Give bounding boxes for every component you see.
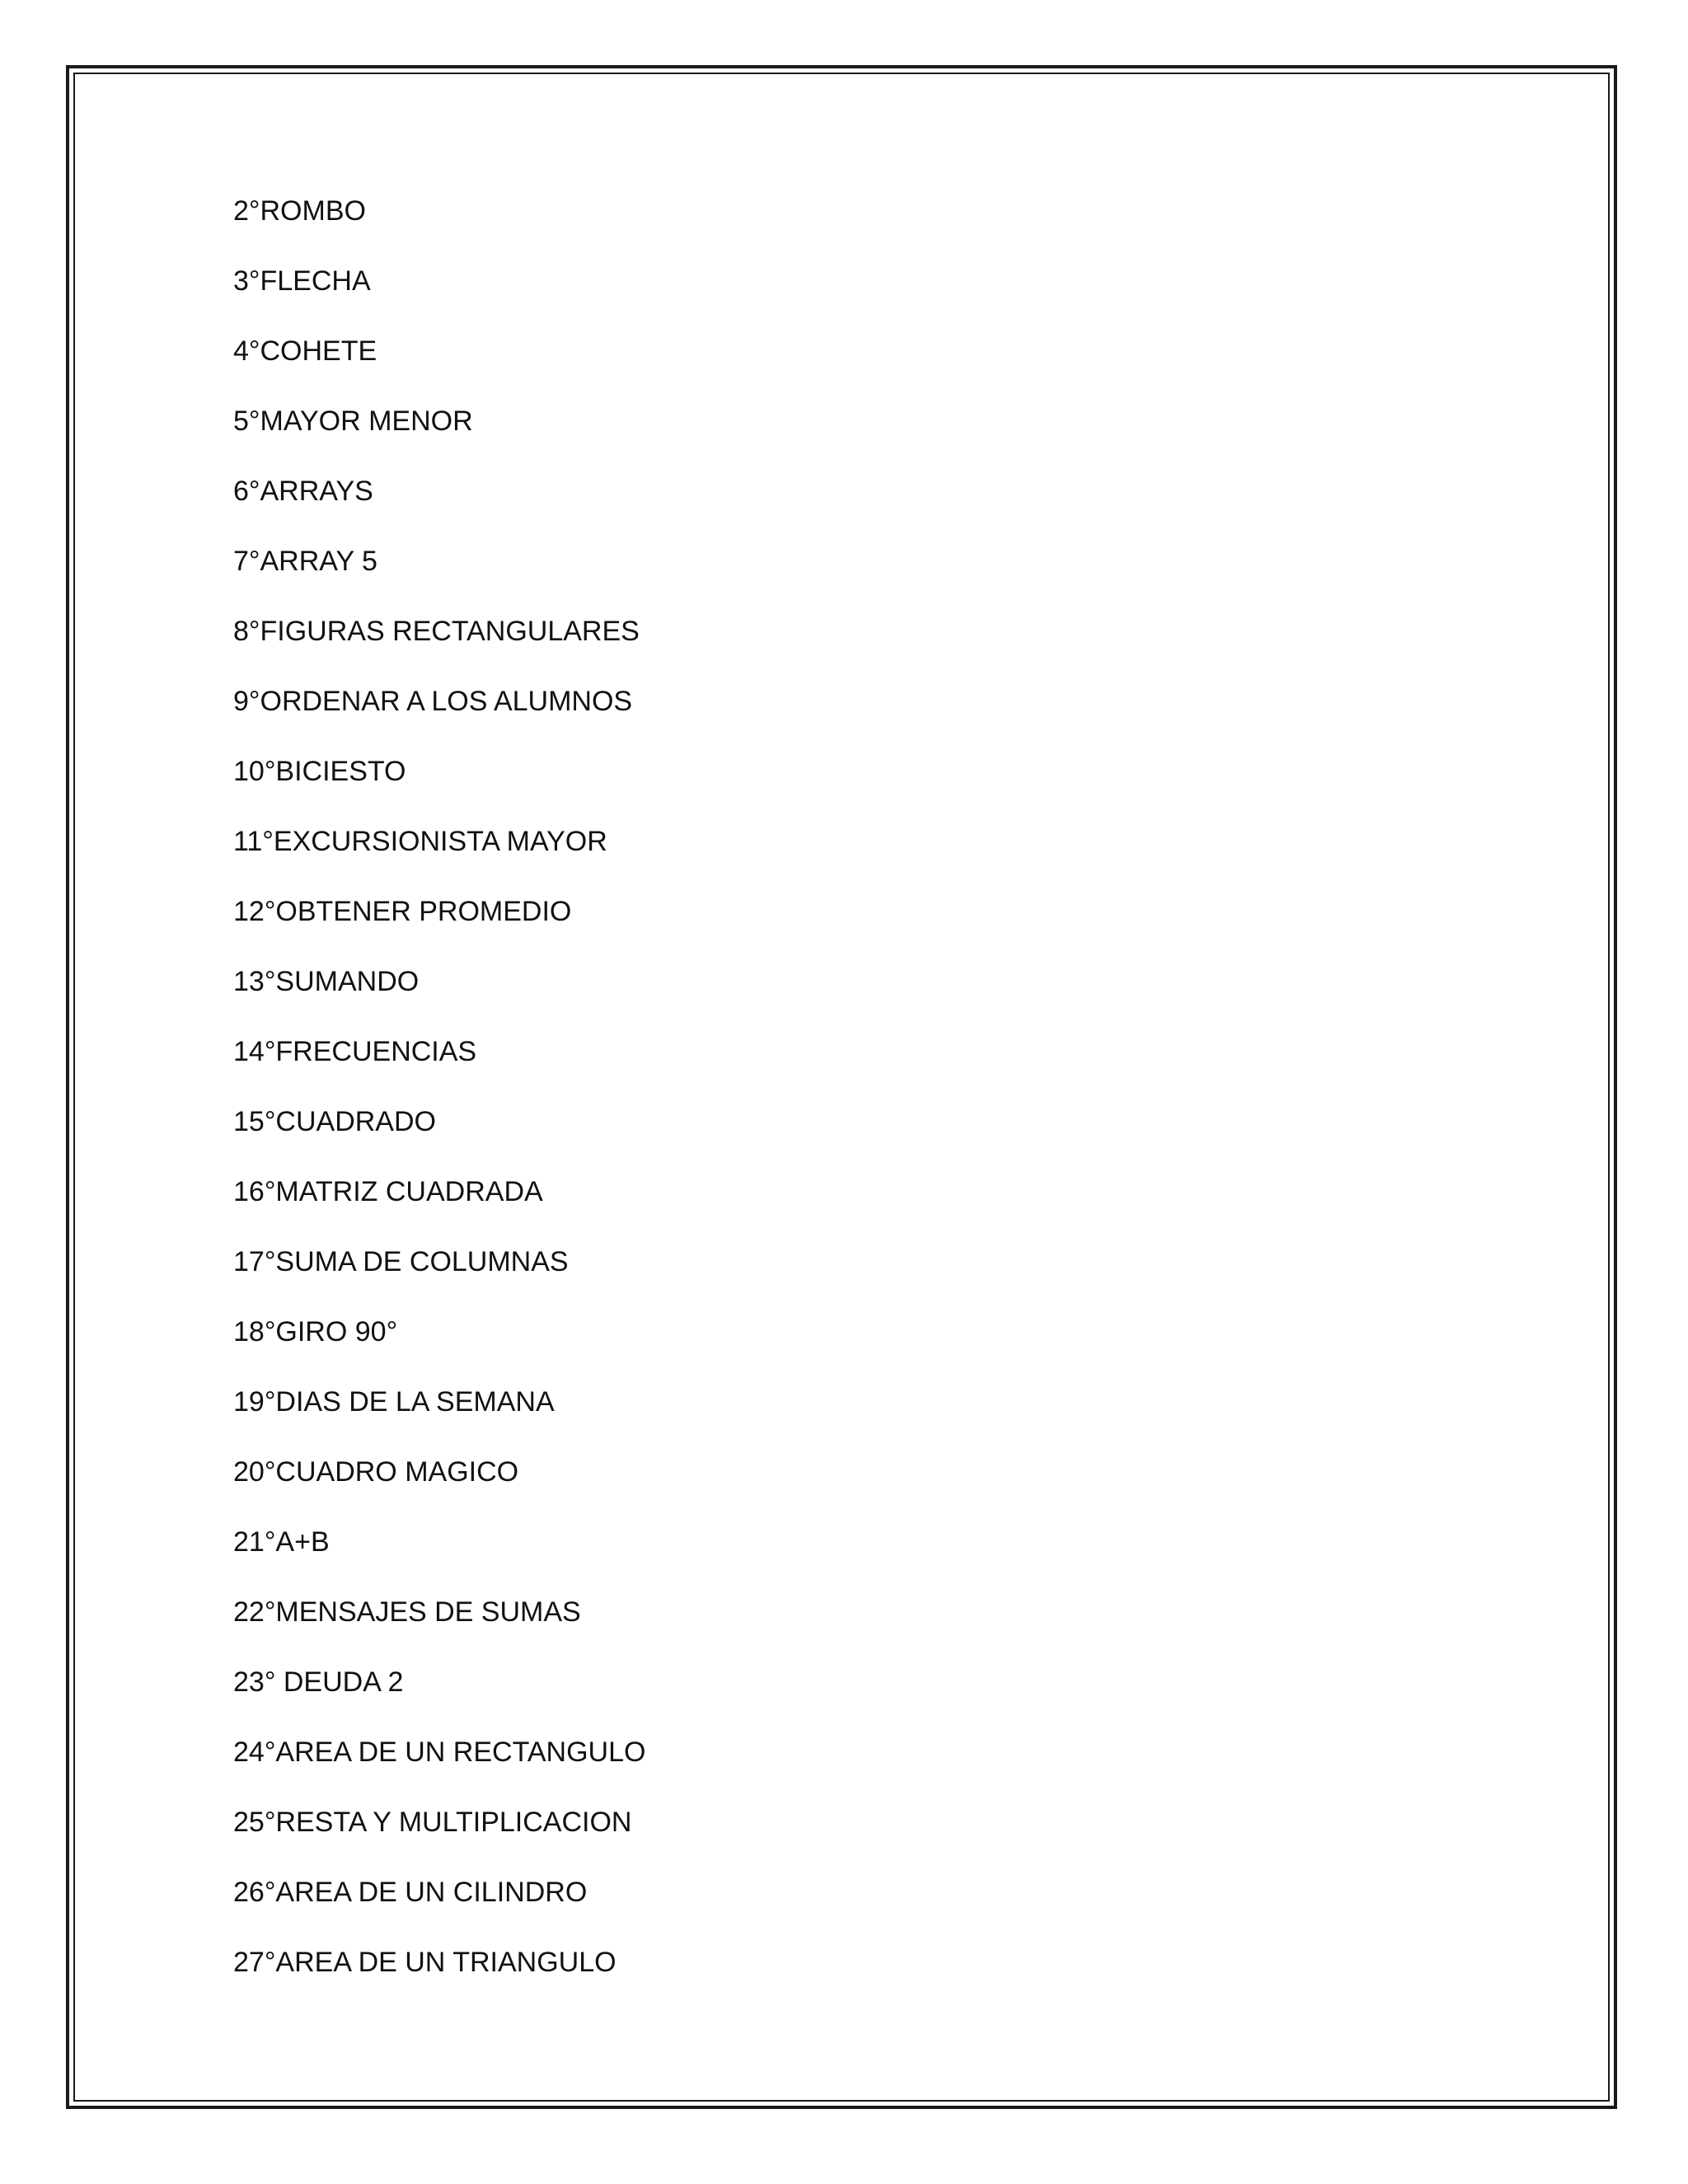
list-item: 18°GIRO 90° [233,1316,398,1347]
list-item: 26°AREA DE UN CILINDRO [233,1877,588,1908]
list-item: 9°ORDENAR A LOS ALUMNOS [233,686,633,717]
list-item: 24°AREA DE UN RECTANGULO [233,1736,646,1768]
list-item: 15°CUADRADO [233,1106,436,1137]
list-item: 14°FRECUENCIAS [233,1036,477,1067]
list-item: 6°ARRAYS [233,476,373,507]
list-item: 7°ARRAY 5 [233,546,377,577]
list-item: 12°OBTENER PROMEDIO [233,896,572,927]
list-item: 20°CUADRO MAGICO [233,1456,519,1488]
list-item: 25°RESTA Y MULTIPLICACION [233,1807,632,1838]
list-item: 27°AREA DE UN TRIANGULO [233,1947,617,1978]
list-item: 10°BICIESTO [233,756,406,787]
list-item: 13°SUMANDO [233,966,420,997]
list-item: 21°A+B [233,1526,330,1558]
list-item: 22°MENSAJES DE SUMAS [233,1596,581,1628]
list-item: 19°DIAS DE LA SEMANA [233,1386,555,1418]
list-item: 23° DEUDA 2 [233,1666,404,1698]
list-item: 8°FIGURAS RECTANGULARES [233,616,640,647]
list-item: 16°MATRIZ CUADRADA [233,1176,543,1207]
list-item: 5°MAYOR MENOR [233,405,473,437]
list-item: 2°ROMBO [233,195,366,227]
list-item: 17°SUMA DE COLUMNAS [233,1246,569,1277]
list-item: 11°EXCURSIONISTA MAYOR [233,826,607,857]
list-item: 4°COHETE [233,335,377,367]
list-item: 3°FLECHA [233,265,371,297]
exercise-list [233,186,645,2008]
